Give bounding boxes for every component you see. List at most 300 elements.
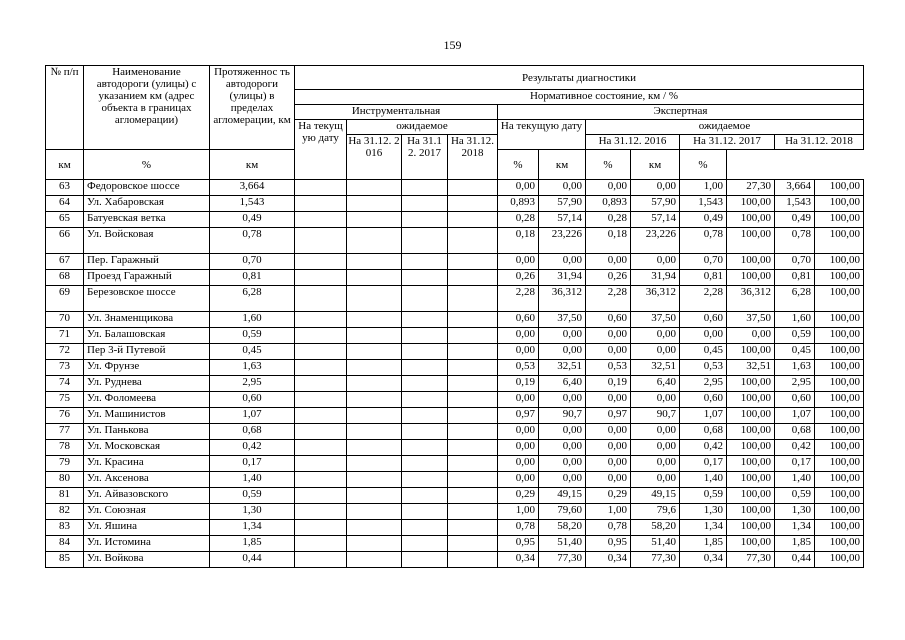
exp-2018-pct: 100,00 (815, 312, 864, 328)
road-name: Федоровское шоссе (84, 180, 210, 196)
exp-2018-km: 1,85 (775, 536, 815, 552)
exp-2018-km: 0,60 (775, 392, 815, 408)
table-row (46, 254, 864, 270)
exp-2018-pct: 100,00 (815, 180, 864, 196)
instr-2018-cell (448, 196, 498, 212)
exp-2016-pct: 0,00 (631, 440, 680, 456)
exp-2018-km: 1,63 (775, 360, 815, 376)
exp-2016-pct: 32,51 (631, 360, 680, 376)
instr-2018-cell (448, 552, 498, 568)
road-name: Пер 3-й Путевой (84, 344, 210, 360)
road-name: Ул. Фоломеева (84, 392, 210, 408)
exp-2016-pct: 0,00 (631, 180, 680, 196)
road-length: 1,63 (210, 360, 295, 376)
row-number: 65 (46, 212, 84, 228)
instr-2018-cell (448, 228, 498, 254)
exp-2018-km: 0,68 (775, 424, 815, 440)
exp-2017-km: 0,70 (680, 254, 727, 270)
exp-2018-pct: 100,00 (815, 360, 864, 376)
exp-2018-km: 0,59 (775, 488, 815, 504)
exp-current-pct: 0,00 (539, 344, 586, 360)
exp-2016-header: На 31.12. 2016 (586, 135, 680, 150)
instr-2018-cell (448, 504, 498, 520)
exp-2017-km-header: км (539, 150, 586, 180)
road-name: Ул. Хабаровская (84, 196, 210, 212)
exp-2017-km: 0,45 (680, 344, 727, 360)
exp-2016-km: 1,00 (586, 504, 631, 520)
exp-2018-pct: 100,00 (815, 344, 864, 360)
exp-2018-km: 0,17 (775, 456, 815, 472)
exp-current-pct: 0,00 (539, 180, 586, 196)
exp-2016-km: 0,53 (586, 360, 631, 376)
exp-2017-pct: 100,00 (727, 270, 775, 286)
instr-current-cell (295, 196, 347, 212)
table-row (46, 440, 864, 456)
instr-current-cell (295, 286, 347, 312)
exp-2017-km: 0,49 (680, 212, 727, 228)
exp-current-km: 0,53 (498, 360, 539, 376)
table-row (46, 552, 864, 568)
exp-2018-pct: 100,00 (815, 424, 864, 440)
instr-current-header: На текущ ую дату (295, 120, 347, 180)
instr-2016-cell (347, 472, 402, 488)
exp-current-pct: 51,40 (539, 536, 586, 552)
exp-current-km: 0,00 (498, 344, 539, 360)
row-number: 81 (46, 488, 84, 504)
exp-2017-km: 2,95 (680, 376, 727, 392)
exp-current-km-header: км (46, 150, 84, 180)
expert-header: Экспертная (498, 105, 864, 120)
exp-2016-pct: 90,7 (631, 408, 680, 424)
instr-current-cell (295, 312, 347, 328)
road-length: 0,59 (210, 488, 295, 504)
road-name: Ул. Союзная (84, 504, 210, 520)
instr-2016-cell (347, 180, 402, 196)
exp-2018-km: 2,95 (775, 376, 815, 392)
road-name: Ул. Балашовская (84, 328, 210, 344)
exp-2018-km: 0,44 (775, 552, 815, 568)
instr-2018-cell (448, 520, 498, 536)
exp-2017-km: 1,85 (680, 536, 727, 552)
instr-2016-cell (347, 212, 402, 228)
exp-2017-pct: 100,00 (727, 392, 775, 408)
instr-current-cell (295, 270, 347, 286)
instr-2017-cell (402, 212, 448, 228)
road-length: 0,17 (210, 456, 295, 472)
row-number: 80 (46, 472, 84, 488)
exp-current-pct: 0,00 (539, 472, 586, 488)
exp-2018-km: 0,78 (775, 228, 815, 254)
table-row (46, 360, 864, 376)
instr-2016-cell (347, 456, 402, 472)
road-name: Ул. Яшина (84, 520, 210, 536)
exp-2018-km: 1,34 (775, 520, 815, 536)
road-name: Ул. Аксенова (84, 472, 210, 488)
instr-2016-cell (347, 408, 402, 424)
instr-2017-cell (402, 408, 448, 424)
exp-current-km: 0,28 (498, 212, 539, 228)
exp-2016-pct: 6,40 (631, 376, 680, 392)
instr-current-cell (295, 536, 347, 552)
exp-2018-km: 0,45 (775, 344, 815, 360)
exp-2018-km-header: км (631, 150, 680, 180)
instr-2017-cell (402, 376, 448, 392)
exp-2016-pct: 79,6 (631, 504, 680, 520)
instr-2017-cell (402, 424, 448, 440)
row-number: 68 (46, 270, 84, 286)
col-length-header: Протяженнос ть автодороги (улицы) в пределах агломерации, км (210, 66, 295, 150)
exp-2017-km: 1,40 (680, 472, 727, 488)
table-row (46, 408, 864, 424)
instr-current-cell (295, 440, 347, 456)
exp-2016-pct: 57,14 (631, 212, 680, 228)
instr-current-cell (295, 552, 347, 568)
exp-2017-km: 0,78 (680, 228, 727, 254)
exp-2017-pct: 100,00 (727, 472, 775, 488)
road-name: Ул. Истомина (84, 536, 210, 552)
exp-2017-km: 0,59 (680, 488, 727, 504)
road-name: Ул. Войкова (84, 552, 210, 568)
exp-2018-km: 1,30 (775, 504, 815, 520)
row-number: 79 (46, 456, 84, 472)
instr-2016-cell (347, 504, 402, 520)
exp-2016-pct: 57,90 (631, 196, 680, 212)
exp-current-km: 0,26 (498, 270, 539, 286)
exp-2017-km: 0,17 (680, 456, 727, 472)
exp-2016-km: 0,97 (586, 408, 631, 424)
exp-2017-km: 0,00 (680, 328, 727, 344)
exp-2018-pct: 100,00 (815, 286, 864, 312)
exp-current-km: 0,00 (498, 440, 539, 456)
road-name: Ул. Фрунзе (84, 360, 210, 376)
instr-2017-cell (402, 536, 448, 552)
exp-2018-km: 3,664 (775, 180, 815, 196)
instr-current-cell (295, 376, 347, 392)
road-length: 0,59 (210, 328, 295, 344)
exp-2017-km: 0,68 (680, 424, 727, 440)
road-name: Ул. Руднева (84, 376, 210, 392)
exp-2017-km: 1,543 (680, 196, 727, 212)
instr-2016-cell (347, 228, 402, 254)
instr-2017-cell (402, 360, 448, 376)
exp-current-km: 0,97 (498, 408, 539, 424)
instr-2018-cell (448, 360, 498, 376)
exp-2016-km-header: км (210, 150, 295, 180)
exp-2016-pct: 23,226 (631, 228, 680, 254)
exp-current-pct: 36,312 (539, 286, 586, 312)
exp-2017-pct: 100,00 (727, 376, 775, 392)
col-num-header: № п/п (46, 66, 84, 150)
road-name: Ул. Войсковая (84, 228, 210, 254)
exp-2017-header: На 31.12. 2017 (680, 135, 775, 150)
exp-2018-pct-header: % (680, 150, 727, 180)
exp-2017-pct-header: % (586, 150, 631, 180)
instr-2017-cell (402, 180, 448, 196)
exp-current-pct: 0,00 (539, 328, 586, 344)
table-row (46, 344, 864, 360)
exp-2017-pct: 32,51 (727, 360, 775, 376)
instr-2018-cell (448, 344, 498, 360)
exp-2017-pct: 27,30 (727, 180, 775, 196)
road-length: 0,60 (210, 392, 295, 408)
road-name: Проезд Гаражный (84, 270, 210, 286)
exp-2016-pct: 77,30 (631, 552, 680, 568)
exp-2016-km: 0,00 (586, 254, 631, 270)
exp-2016-pct: 0,00 (631, 344, 680, 360)
instr-2018-cell (448, 424, 498, 440)
instr-2016-cell (347, 196, 402, 212)
exp-2018-pct: 100,00 (815, 472, 864, 488)
exp-2016-pct: 31,94 (631, 270, 680, 286)
table-body (46, 180, 864, 568)
exp-2017-pct: 77,30 (727, 552, 775, 568)
exp-2018-km: 1,60 (775, 312, 815, 328)
exp-2017-km: 2,28 (680, 286, 727, 312)
road-length: 6,28 (210, 286, 295, 312)
exp-current-km: 0,78 (498, 520, 539, 536)
page-number: 159 (443, 38, 462, 52)
instr-2016-cell (347, 552, 402, 568)
exp-2018-pct: 100,00 (815, 376, 864, 392)
exp-2016-km: 0,60 (586, 312, 631, 328)
row-number: 72 (46, 344, 84, 360)
normative-header: Нормативное состояние, км / % (295, 90, 864, 105)
road-length: 0,78 (210, 228, 295, 254)
exp-current-pct: 6,40 (539, 376, 586, 392)
instr-expected-header: ожидаемое (347, 120, 498, 135)
exp-current-km: 1,00 (498, 504, 539, 520)
instr-2017-cell (402, 440, 448, 456)
instr-2017-cell (402, 286, 448, 312)
road-name: Березовское шоссе (84, 286, 210, 312)
instr-current-cell (295, 472, 347, 488)
road-length: 1,85 (210, 536, 295, 552)
instr-2016-cell (347, 360, 402, 376)
exp-2016-pct: 58,20 (631, 520, 680, 536)
exp-current-pct: 77,30 (539, 552, 586, 568)
exp-2018-pct: 100,00 (815, 270, 864, 286)
table-row (46, 328, 864, 344)
exp-2016-km: 0,34 (586, 552, 631, 568)
exp-2016-km: 0,95 (586, 536, 631, 552)
road-length: 1,543 (210, 196, 295, 212)
road-length: 0,44 (210, 552, 295, 568)
road-length: 0,70 (210, 254, 295, 270)
exp-2018-km: 0,81 (775, 270, 815, 286)
instr-2018-cell (448, 328, 498, 344)
exp-current-pct: 57,90 (539, 196, 586, 212)
instr-2016-cell (347, 328, 402, 344)
exp-current-pct: 37,50 (539, 312, 586, 328)
table-row (46, 376, 864, 392)
exp-2018-km: 6,28 (775, 286, 815, 312)
road-name: Ул. Машинистов (84, 408, 210, 424)
exp-2018-pct: 100,00 (815, 254, 864, 270)
instr-2017-cell (402, 456, 448, 472)
instr-current-cell (295, 392, 347, 408)
instr-2016-cell (347, 520, 402, 536)
instr-2017-cell (402, 254, 448, 270)
exp-current-pct: 23,226 (539, 228, 586, 254)
table-row (46, 488, 864, 504)
table-row (46, 270, 864, 286)
instr-2017-cell (402, 312, 448, 328)
row-number: 83 (46, 520, 84, 536)
exp-current-km: 0,19 (498, 376, 539, 392)
instr-2017-cell (402, 344, 448, 360)
table-row (46, 504, 864, 520)
exp-current-pct: 90,7 (539, 408, 586, 424)
instr-2018-cell (448, 254, 498, 270)
exp-2017-pct: 100,00 (727, 504, 775, 520)
exp-current-km: 0,893 (498, 196, 539, 212)
instr-2016-cell (347, 312, 402, 328)
row-number: 73 (46, 360, 84, 376)
row-number: 76 (46, 408, 84, 424)
road-length: 1,30 (210, 504, 295, 520)
row-number: 64 (46, 196, 84, 212)
exp-2016-km: 0,18 (586, 228, 631, 254)
road-length: 1,40 (210, 472, 295, 488)
diagnostics-table (45, 65, 864, 568)
table-row (46, 180, 864, 196)
table-row (46, 456, 864, 472)
instr-2018-cell (448, 392, 498, 408)
exp-current-km: 0,00 (498, 472, 539, 488)
exp-current-pct: 31,94 (539, 270, 586, 286)
exp-current-km: 2,28 (498, 286, 539, 312)
exp-2018-pct: 100,00 (815, 456, 864, 472)
exp-2016-km: 0,19 (586, 376, 631, 392)
exp-2018-km: 1,543 (775, 196, 815, 212)
instr-2016-cell (347, 424, 402, 440)
instrumental-header: Инструментальная (295, 105, 498, 120)
exp-current-km: 0,00 (498, 392, 539, 408)
exp-2016-km: 0,00 (586, 392, 631, 408)
exp-2018-pct: 100,00 (815, 408, 864, 424)
road-name: Ул. Знаменщикова (84, 312, 210, 328)
exp-2018-pct: 100,00 (815, 488, 864, 504)
road-length: 2,95 (210, 376, 295, 392)
exp-2016-pct: 0,00 (631, 328, 680, 344)
instr-2017-cell (402, 392, 448, 408)
exp-2016-pct: 36,312 (631, 286, 680, 312)
exp-2016-pct: 51,40 (631, 536, 680, 552)
road-name: Ул. Красина (84, 456, 210, 472)
instr-2017-cell (402, 328, 448, 344)
row-number: 70 (46, 312, 84, 328)
exp-current-pct: 0,00 (539, 440, 586, 456)
table-row (46, 312, 864, 328)
row-number: 77 (46, 424, 84, 440)
instr-current-cell (295, 212, 347, 228)
exp-2017-km: 1,00 (680, 180, 727, 196)
road-length: 1,60 (210, 312, 295, 328)
row-number: 84 (46, 536, 84, 552)
exp-2016-km: 0,00 (586, 424, 631, 440)
exp-2017-km: 0,53 (680, 360, 727, 376)
exp-current-pct: 0,00 (539, 254, 586, 270)
table-row (46, 228, 864, 254)
instr-2016-cell (347, 376, 402, 392)
exp-2016-pct: 0,00 (631, 392, 680, 408)
instr-2018-cell (448, 440, 498, 456)
exp-2016-km: 0,78 (586, 520, 631, 536)
instr-2018-cell (448, 536, 498, 552)
instr-current-cell (295, 456, 347, 472)
row-number: 78 (46, 440, 84, 456)
road-name: Ул. Московская (84, 440, 210, 456)
instr-current-cell (295, 488, 347, 504)
instr-2017-cell (402, 552, 448, 568)
road-length: 0,81 (210, 270, 295, 286)
row-number: 67 (46, 254, 84, 270)
exp-current-km: 0,00 (498, 424, 539, 440)
instr-2017-cell (402, 270, 448, 286)
instr-2018-cell (448, 270, 498, 286)
road-name: Батуевская ветка (84, 212, 210, 228)
road-name: Ул. Айвазовского (84, 488, 210, 504)
table-row (46, 520, 864, 536)
exp-2018-km: 0,49 (775, 212, 815, 228)
exp-current-km: 0,00 (498, 180, 539, 196)
instr-2017-cell (402, 472, 448, 488)
instr-2017-cell (402, 504, 448, 520)
instr-current-cell (295, 408, 347, 424)
exp-2016-pct: 0,00 (631, 456, 680, 472)
instr-2018-cell (448, 212, 498, 228)
instr-2016-cell (347, 488, 402, 504)
exp-2018-pct: 100,00 (815, 440, 864, 456)
exp-current-pct: 49,15 (539, 488, 586, 504)
instr-2016-cell (347, 536, 402, 552)
exp-current-pct: 58,20 (539, 520, 586, 536)
exp-2017-pct: 100,00 (727, 254, 775, 270)
exp-2016-km: 0,26 (586, 270, 631, 286)
exp-2017-pct: 100,00 (727, 520, 775, 536)
exp-current-pct: 0,00 (539, 424, 586, 440)
exp-2018-pct: 100,00 (815, 504, 864, 520)
exp-2017-km: 1,07 (680, 408, 727, 424)
exp-2018-km: 0,70 (775, 254, 815, 270)
exp-2017-pct: 100,00 (727, 408, 775, 424)
exp-current-pct: 0,00 (539, 392, 586, 408)
instr-2017-header: На 31.12. 2017 (402, 135, 448, 180)
exp-2018-km: 0,42 (775, 440, 815, 456)
instr-2017-cell (402, 228, 448, 254)
row-number: 69 (46, 286, 84, 312)
instr-2018-cell (448, 488, 498, 504)
row-number: 75 (46, 392, 84, 408)
exp-2016-pct: 0,00 (631, 472, 680, 488)
exp-2017-km: 1,34 (680, 520, 727, 536)
exp-2016-km: 0,00 (586, 472, 631, 488)
road-name: Пер. Гаражный (84, 254, 210, 270)
exp-current-pct: 57,14 (539, 212, 586, 228)
exp-2018-pct: 100,00 (815, 552, 864, 568)
exp-2016-km: 0,00 (586, 180, 631, 196)
exp-2016-pct: 37,50 (631, 312, 680, 328)
exp-2017-pct: 100,00 (727, 488, 775, 504)
road-length: 0,45 (210, 344, 295, 360)
exp-2017-km: 0,42 (680, 440, 727, 456)
exp-2018-pct: 100,00 (815, 196, 864, 212)
road-length: 0,68 (210, 424, 295, 440)
col-name-header: Наименование автодороги (улицы) с указанием км (адрес объекта в границах агломерации) (84, 66, 210, 150)
exp-current-km: 0,00 (498, 456, 539, 472)
row-number: 71 (46, 328, 84, 344)
exp-2017-pct: 100,00 (727, 228, 775, 254)
